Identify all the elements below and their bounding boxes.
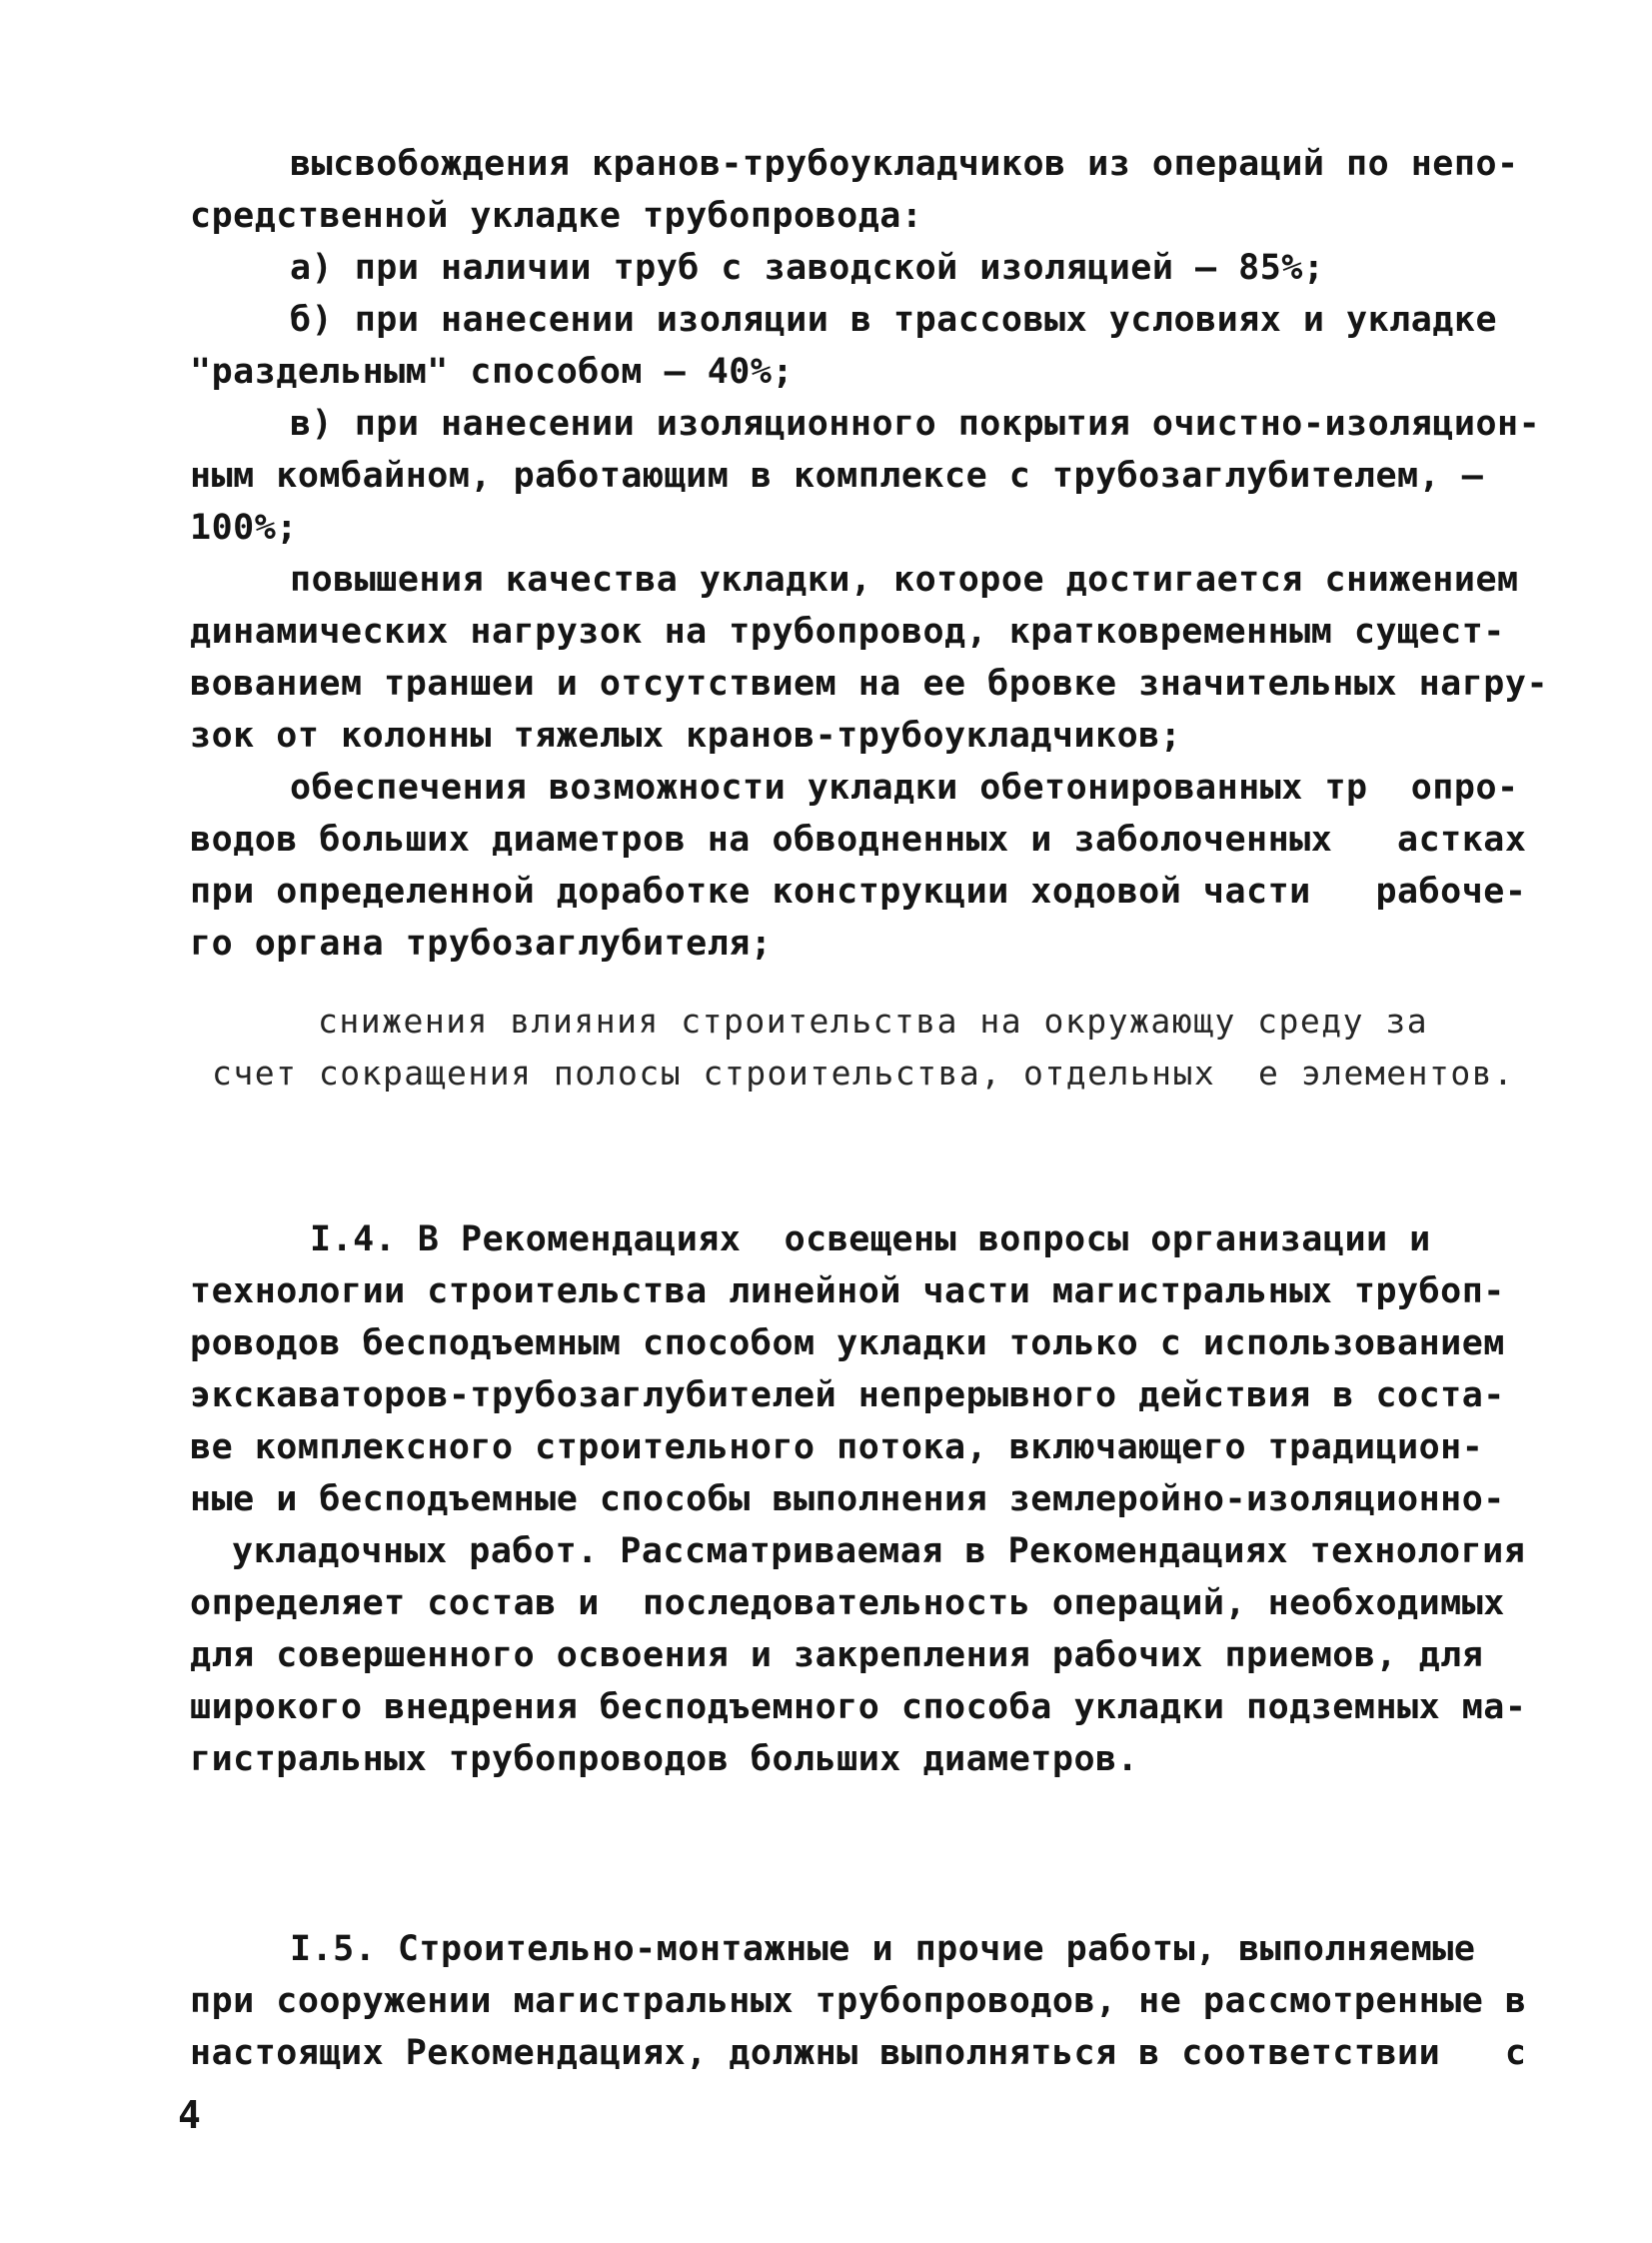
text-line: 100%; bbox=[190, 508, 298, 548]
text-line: технологии строительства линейной части магистральных трубоп- bbox=[190, 1271, 1505, 1311]
text-line: для совершенного освоения и закрепления рабочих приемов, для bbox=[190, 1635, 1484, 1675]
text-line: вованием траншеи и отсутствием на ее бровке значительных нагру- bbox=[190, 664, 1549, 704]
text-line: широкого внедрения бесподъемного способа укладки подземных ма- bbox=[190, 1687, 1527, 1727]
text-line: обеспечения возможности укладки обетонированных тр опро- bbox=[290, 768, 1519, 808]
text-line: I.5. Строительно-монтажные и прочие работы, выполняемые bbox=[290, 1929, 1476, 1969]
text-line: роводов бесподъемным способом укладки только с использованием bbox=[190, 1323, 1505, 1363]
text-line: водов больших диаметров на обводненных и заболоченных астках bbox=[190, 820, 1527, 860]
text-line: гистральных трубопроводов больших диаметров. bbox=[190, 1739, 1139, 1779]
text-line: I.4. В Рекомендациях освещены вопросы организации и bbox=[310, 1219, 1431, 1259]
text-line: определяет состав и последовательность операций, необходимых bbox=[190, 1583, 1505, 1623]
text-line: счет сокращения полосы строительства, отдельных е элементов. bbox=[212, 1054, 1515, 1093]
text-line: средственной укладке трубопровода: bbox=[190, 196, 923, 236]
text-line: зок от колонны тяжелых кранов-трубоукладчиков; bbox=[190, 716, 1182, 756]
text-line: а) при наличии труб с заводской изоляцией – 85%; bbox=[290, 248, 1325, 288]
text-line: ве комплексного строительного потока, включающего традицион- bbox=[190, 1427, 1484, 1467]
text-line: "раздельным" способом – 40%; bbox=[190, 352, 795, 392]
text-line: ным комбайном, работающим в комплексе с трубозаглубителем, – bbox=[190, 456, 1484, 496]
text-line: го органа трубозаглубителя; bbox=[190, 924, 773, 964]
text-line: укладочных работ. Рассматриваемая в Рекомендациях технология bbox=[232, 1531, 1526, 1571]
text-line: высвобождения кранов-трубоукладчиков из операций по непо- bbox=[290, 144, 1519, 184]
text-line: б) при нанесении изоляции в трассовых условиях и укладке bbox=[290, 300, 1498, 340]
text-line: снижения влияния строительства на окружающу среду за bbox=[318, 1002, 1429, 1041]
text-line: настоящих Рекомендациях, должны выполняться в соответствии с bbox=[190, 2033, 1527, 2073]
text-line: динамических нагрузок на трубопровод, кратковременным сущест- bbox=[190, 612, 1505, 652]
text-line: при определенной доработке конструкции ходовой части рабоче- bbox=[190, 872, 1527, 912]
text-line: экскаваторов-трубозаглубителей непрерывного действия в соста- bbox=[190, 1375, 1505, 1415]
text-line: в) при нанесении изоляционного покрытия очистно-изоляцион- bbox=[290, 404, 1541, 444]
text-line: при сооружении магистральных трубопроводов, не рассмотренные в bbox=[190, 1981, 1527, 2021]
text-line: ные и бесподъемные способы выполнения землеройно-изоляционно- bbox=[190, 1479, 1505, 1519]
text-line: повышения качества укладки, которое достигается снижением bbox=[290, 560, 1519, 600]
page-number: 4 bbox=[178, 2093, 201, 2137]
